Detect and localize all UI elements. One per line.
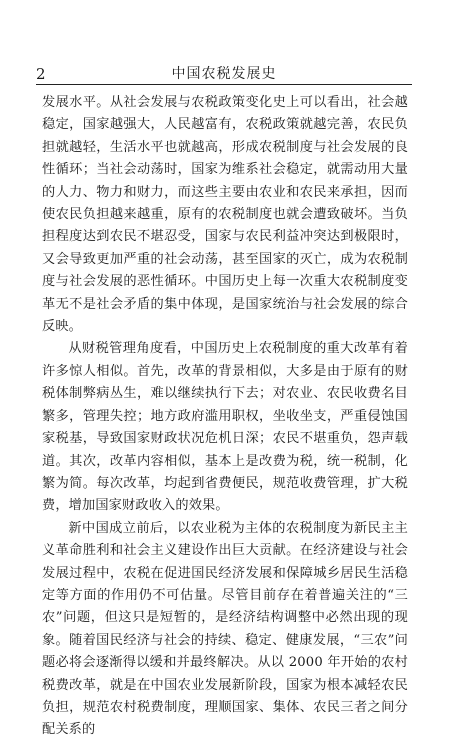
body-text	[42, 92, 408, 742]
page-number: 2	[36, 65, 46, 83]
paragraph-2: 从财税管理角度看，中国历史上农税制度的重大改革有着许多惊人相似。首先，改革的背景相似，大多是由于原有的财税体制弊病丛生，难以继续执行下去；对农业、农民收费名目繁多，管理失控；地方政府滥用职权，坐收坐支，严重侵蚀国家税基，导致国家财政状况危机日深；农民不堪重负，怨声载道。其次，改革内容相似，基本上是改费为税，统一税制，化繁为简。每次改革，均起到省费便民，规范收费管理，扩大税费，增加国家财政收入的效果。	[42, 341, 408, 514]
paragraph-1: 发展水平。从社会发展与农税政策变化史上可以看出，社会越稳定，国家越强大，人民越富有，农税政策就越完善，农民负担就越轻，生活水平也就越高，形成农税制度与社会发展的良性循环；当社会动荡时，国家为维系社会稳定，就需动用大量的人力、物力和财力，而这些主要由农业和农民来承担，因而使农民负担越来越重，原有的农税制度也就会遭致破坏。当负担程度达到农民不堪忍受，国家与农民利益冲突达到极限时，又会导致更加严重的社会动荡，甚至国家的灭亡，成为农税制度与社会发展的恶性循环。中国历史上每一次重大农税制度变革无不是社会矛盾的集中体现，是国家统治与社会发展的综合反映。	[42, 95, 408, 335]
running-head	[36, 64, 412, 86]
book-title: 中国农税发展史	[171, 66, 277, 82]
paragraph-3: 新中国成立前后，以农业税为主体的农税制度为新民主主义革命胜利和社会主义建设作出巨大贡献。在经济建设与社会发展过程中，农税在促进国民经济发展和保障城乡居民生活稳定等方面的作用仍不可估量。尽管目前存在着普遍关注的“三农”问题，但这只是短暂的，是经济结构调整中必然出现的现象。随着国民经济与社会的持续、稳定、健康发展，“三农”问题必将会逐渐得以缓和并最终解决。从以 2000 年开始的农村税费改革，就是在中国农业发展新阶段，国家为根本减轻农民负担，规范农村税费制度，理顺国家、集体、农民三者之间分配关系的	[42, 520, 408, 738]
header-rule	[36, 84, 412, 85]
